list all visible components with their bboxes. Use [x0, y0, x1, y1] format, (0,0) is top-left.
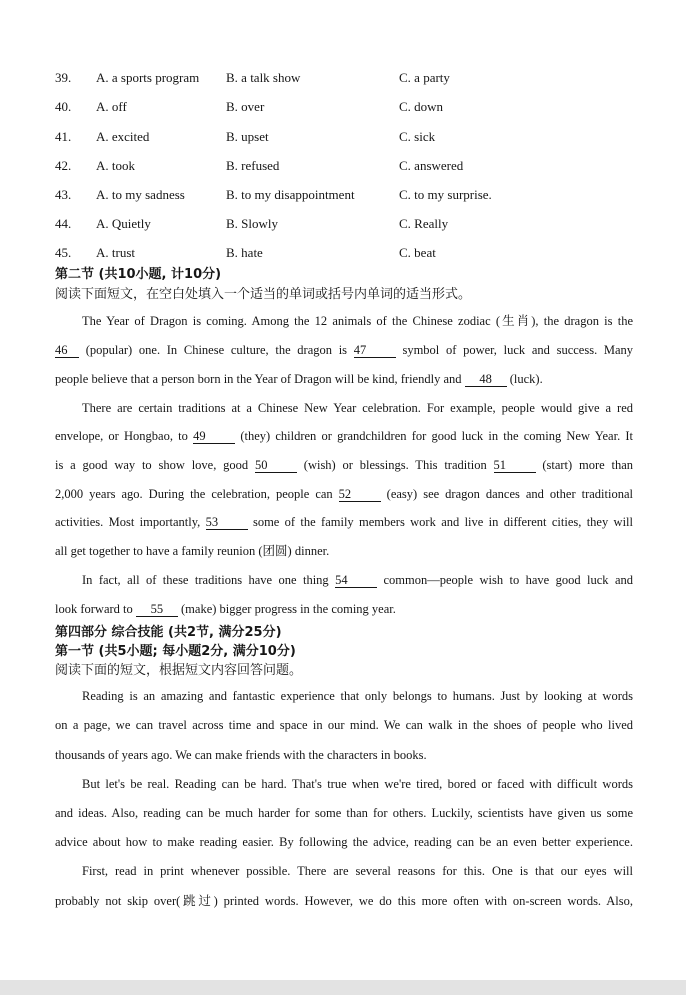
option-a: A. a sports program	[96, 70, 200, 85]
reading-line: on a page, we can travel across time and space in our mind. We can walk in the shoes of people who lived	[55, 718, 633, 732]
part4-section1-title: 第一节 (共5小题; 每小题2分, 满分10分)	[55, 644, 296, 659]
blank-54[interactable]: 54	[335, 573, 377, 588]
question-44	[55, 214, 655, 234]
reading-line: probably not skip over(跳过) printed words. However, we do this more often with on-screen words. Also,	[55, 894, 633, 908]
passage-line: activities. Most importantly, 53 some of the family members work and live in different cities, they will	[55, 515, 634, 529]
option-c: C. a party	[399, 70, 450, 85]
option-b: B. to my disappointment	[226, 187, 355, 202]
reading-line: First, read in print whenever possible. There are several reasons for this. One is that our eyes will	[82, 864, 633, 878]
question-number: 41.	[55, 129, 72, 144]
option-c: C. sick	[399, 129, 436, 144]
reading-line: But let's be real. Reading can be hard. That's true when we're tired, bored or faced with difficult words	[82, 777, 633, 791]
passage-line: look forward to 55 (make) bigger progress in the coming year.	[55, 602, 396, 616]
reading-line: and ideas. Also, reading can be much harder for some than for others. Luckily, scientists have given us some	[55, 806, 633, 820]
option-a: A. excited	[96, 129, 150, 144]
passage-line: people believe that a person born in the Year of Dragon will be kind, friendly and 48 (luck).	[55, 372, 543, 386]
option-c: C. beat	[399, 245, 436, 260]
blank-48[interactable]: 48	[465, 372, 507, 387]
option-c: C. to my surprise.	[399, 187, 492, 202]
question-number: 45.	[55, 245, 72, 260]
section2-title: 第二节 (共10小题, 计10分)	[55, 267, 222, 282]
option-a: A. trust	[96, 245, 135, 260]
question-41	[55, 127, 655, 147]
passage-line: all get together to have a family reunion (团圆) dinner.	[55, 544, 330, 558]
question-39	[55, 68, 655, 88]
option-a: A. to my sadness	[96, 187, 185, 202]
option-a: A. Quietly	[96, 216, 151, 231]
option-b: B. hate	[226, 245, 263, 260]
passage-line: is a good way to show love, good 50 (wish) or blessings. This tradition 51 (start) more than	[55, 458, 634, 472]
passage-line: In fact, all of these traditions have one thing 54 common—people wish to have good luck and	[82, 573, 633, 587]
option-c: C. answered	[399, 158, 464, 173]
section2-instruction: 阅读下面短文，在空白处填入一个适当的单词或括号内单词的适当形式。	[55, 287, 472, 302]
question-40	[55, 97, 655, 117]
option-a: A. off	[96, 99, 127, 114]
reading-line: Reading is an amazing and fantastic experience that only belongs to humans. Just by looking at words	[82, 689, 633, 703]
question-42	[55, 156, 655, 176]
option-a: A. took	[96, 158, 135, 173]
blank-53[interactable]: 53	[206, 515, 248, 530]
option-b: B. a talk show	[226, 70, 301, 85]
question-number: 43.	[55, 187, 72, 202]
question-number: 39.	[55, 70, 72, 85]
blank-47[interactable]: 47	[354, 343, 396, 358]
question-number: 40.	[55, 99, 72, 114]
part4-instruction: 阅读下面的短文，根据短文内容回答问题。	[55, 663, 303, 678]
option-b: B. upset	[226, 129, 269, 144]
passage-line: envelope, or Hongbao, to 49 (they) children or grandchildren for good luck in the coming New Year. It	[55, 429, 634, 443]
option-c: C. down	[399, 99, 444, 114]
blank-50[interactable]: 50	[255, 458, 297, 473]
blank-55[interactable]: 55	[136, 602, 178, 617]
passage-line: The Year of Dragon is coming. Among the 12 animals of the Chinese zodiac (生肖), the dragon is the	[82, 314, 633, 328]
option-b: B. over	[226, 99, 265, 114]
passage-line: 46 (popular) one. In Chinese culture, the dragon is 47 symbol of power, luck and success. Many	[55, 343, 634, 357]
part4-title: 第四部分 综合技能 (共2节, 满分25分)	[55, 625, 282, 640]
question-number: 44.	[55, 216, 72, 231]
blank-46[interactable]: 46	[55, 343, 79, 358]
reading-line: thousands of years ago. We can make friends with the characters in books.	[55, 748, 427, 762]
option-c: C. Really	[399, 216, 449, 231]
blank-52[interactable]: 52	[339, 487, 381, 502]
question-45	[55, 243, 655, 263]
blank-49[interactable]: 49	[193, 429, 235, 444]
passage-line: There are certain traditions at a Chinese New Year celebration. For example, people would give a red	[82, 401, 633, 415]
option-b: B. refused	[226, 158, 280, 173]
option-b: B. Slowly	[226, 216, 279, 231]
question-43	[55, 185, 655, 205]
page-bottom-bar	[0, 980, 686, 995]
blank-51[interactable]: 51	[494, 458, 536, 473]
reading-line: advice about how to make reading easier. By following the advice, reading can be an even better experience.	[55, 835, 633, 849]
passage-line: 2,000 years ago. During the celebration, people can 52 (easy) see dragon dances and other traditional	[55, 487, 633, 501]
question-number: 42.	[55, 158, 72, 173]
